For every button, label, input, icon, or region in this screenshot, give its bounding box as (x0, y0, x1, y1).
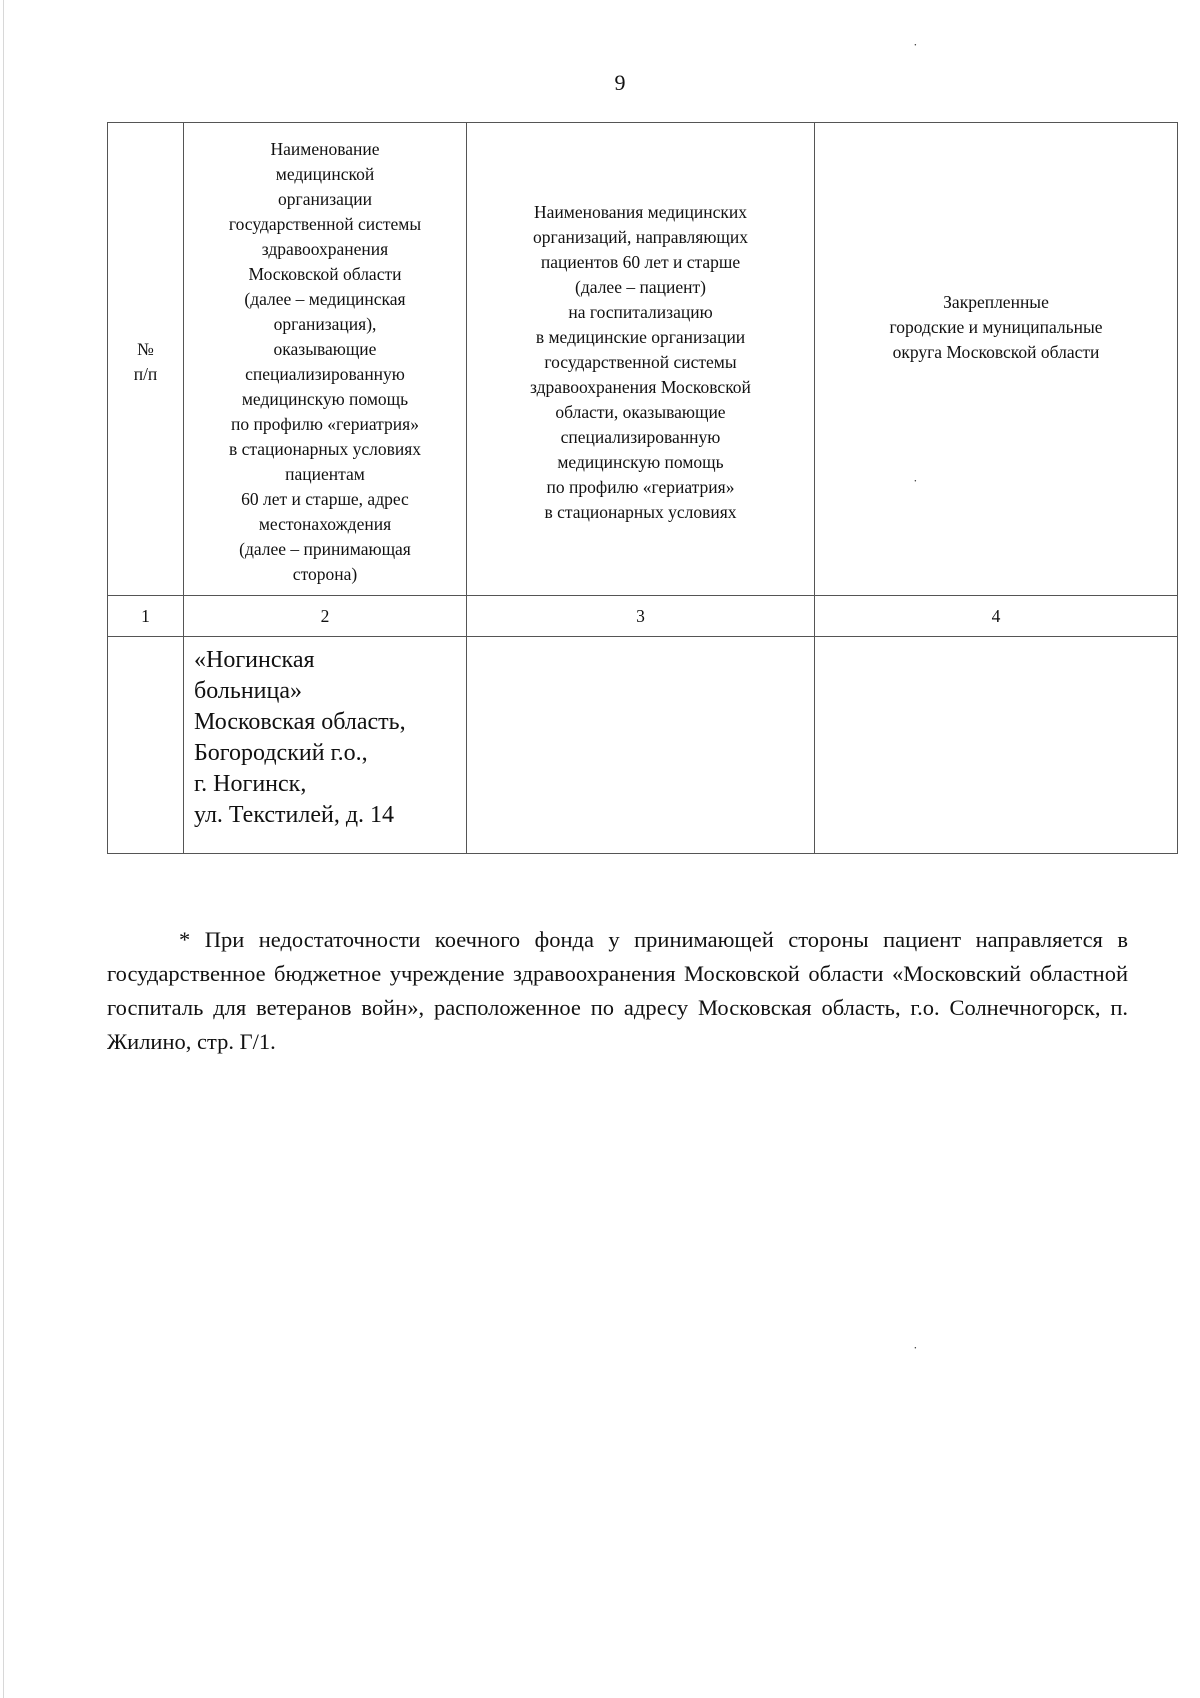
column-number: 4 (815, 596, 1178, 637)
column-number: 2 (184, 596, 467, 637)
organization-cell (184, 637, 467, 854)
page-number: 9 (614, 70, 626, 95)
column-number: 1 (108, 596, 184, 637)
header-receiving-organization (184, 123, 467, 596)
scan-mark: ˙ (913, 42, 918, 57)
hospital-assignment-table (107, 122, 1178, 854)
footnote-text: * При недостаточности коечного фонда у принимающей стороны пациент направляется в государственное бюджетное учреждение здравоохранения Московской области «Московский областной госпиталь для ветеранов войн», расположенное по адресу Московская область, г.о. Солнечногорск, п. Жилино, стр. Г/1. (107, 926, 1128, 1054)
table-row (108, 637, 1178, 854)
organization-address: «Ногинская больница» Московская область, Богородский г.о., г. Ногинск, ул. Текстилей, д. 14 (194, 647, 406, 828)
assigned-districts-cell (815, 637, 1178, 854)
row-number-cell (108, 637, 184, 854)
referring-organizations-cell (467, 637, 815, 854)
header-referring-organizations (467, 123, 815, 596)
table-header-row (108, 123, 1178, 596)
header-receiving-organization-text: Наименование медицинской организации государственной системы здравоохранения Московской области (далее – медицинская организация), оказывающие специализированную медицинскую помощь по профилю «гериатрия» в стационарных условиях пациентам 60 лет и старше, адрес местонахождения (далее – принимающая сторона) (228, 139, 422, 584)
header-assigned-districts-text: Закрепленные городские и муниципальные округа Московской области (889, 291, 1103, 362)
left-margin-line (3, 0, 4, 1698)
column-numbers-row (108, 596, 1178, 637)
header-number-text: № п/п (133, 339, 158, 384)
scan-mark: ˙ (913, 1345, 918, 1360)
header-referring-organizations-text: Наименования медицинских организаций, направляющих пациентов 60 лет и старше (далее – пациент) на госпитализацию в медицинские организации государственной системы здравоохранения Московской области, оказывающие специализированную медицинскую помощь по профилю «гериатрия» в стационарных условиях (530, 201, 751, 522)
header-number (108, 123, 184, 596)
header-assigned-districts (815, 123, 1178, 596)
column-number: 3 (467, 596, 815, 637)
scan-mark: ˙ (913, 478, 918, 493)
